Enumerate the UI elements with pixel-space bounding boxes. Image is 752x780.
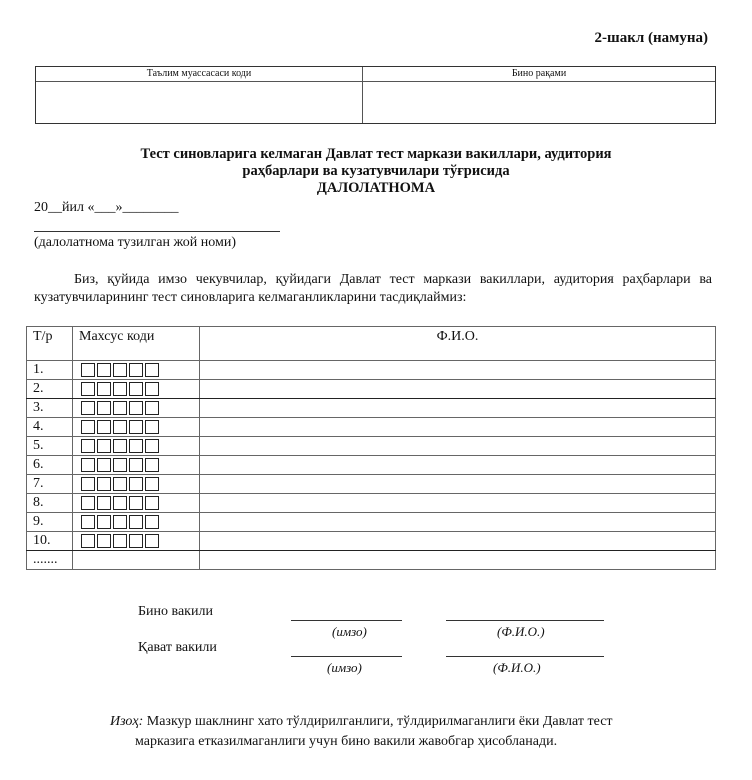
code-digit-box[interactable] [97, 401, 111, 415]
code-digit-box[interactable] [81, 420, 95, 434]
full-name-cell[interactable] [200, 494, 716, 513]
full-name-cell[interactable] [200, 418, 716, 437]
row-number: 4. [27, 418, 73, 437]
code-digit-box[interactable] [145, 382, 159, 396]
floor-rep-name-line [446, 656, 604, 657]
code-boxes [81, 457, 199, 473]
code-digit-box[interactable] [129, 458, 143, 472]
code-boxes [81, 438, 199, 454]
table-row [27, 532, 716, 551]
code-digit-box[interactable] [97, 534, 111, 548]
statement-paragraph: Биз, қуйида имзо чекувчилар, қуйидаги Давлат тест маркази вакиллари, аудитория раҳбарлари ва кузатувчиларининг тест синовларига келмаганликларини тасдиқлаймиз: [34, 272, 712, 305]
building-rep-name-caption: (Ф.И.О.) [497, 624, 545, 639]
special-code-cell [73, 551, 200, 570]
full-name-cell[interactable] [200, 380, 716, 399]
table-row [27, 494, 716, 513]
special-code-cell[interactable] [73, 532, 200, 551]
date-line: 20__йил «___»________ [34, 200, 179, 215]
code-digit-box[interactable] [81, 534, 95, 548]
row-number: ....... [27, 551, 73, 570]
row-number: 1. [27, 361, 73, 380]
code-digit-box[interactable] [97, 363, 111, 377]
code-digit-box[interactable] [113, 458, 127, 472]
code-digit-box[interactable] [129, 439, 143, 453]
row-number: 10. [27, 532, 73, 551]
code-digit-box[interactable] [97, 496, 111, 510]
code-digit-box[interactable] [129, 477, 143, 491]
code-digit-box[interactable] [145, 439, 159, 453]
code-boxes [81, 381, 199, 397]
table-row [27, 361, 716, 380]
absentees-table [26, 326, 716, 570]
table-row [27, 456, 716, 475]
code-boxes [81, 400, 199, 416]
table-row [27, 513, 716, 532]
table-row [27, 475, 716, 494]
code-digit-box[interactable] [97, 439, 111, 453]
note-text-2: марказига етказилмаганлиги учун бино вакили жавобгар ҳисобланади. [135, 734, 558, 749]
code-digit-box[interactable] [97, 382, 111, 396]
floor-rep-label: Қават вакили [138, 640, 217, 655]
code-digit-box[interactable] [113, 515, 127, 529]
special-code-cell[interactable] [73, 437, 200, 456]
code-digit-box[interactable] [113, 534, 127, 548]
code-digit-box[interactable] [113, 420, 127, 434]
code-digit-box[interactable] [113, 382, 127, 396]
code-digit-box[interactable] [113, 363, 127, 377]
title-line-1: Тест синовларига келмаган Давлат тест маркази вакиллари, аудитория [140, 146, 612, 162]
code-boxes [81, 362, 199, 378]
form-number: 2-шакл (намуна) [594, 30, 708, 46]
code-digit-box[interactable] [81, 477, 95, 491]
special-code-cell[interactable] [73, 494, 200, 513]
code-digit-box[interactable] [145, 420, 159, 434]
code-digit-box[interactable] [97, 515, 111, 529]
special-code-cell[interactable] [73, 380, 200, 399]
code-digit-box[interactable] [129, 515, 143, 529]
special-code-cell[interactable] [73, 456, 200, 475]
note [110, 712, 720, 752]
full-name-cell[interactable] [200, 456, 716, 475]
floor-rep-name-caption: (Ф.И.О.) [493, 660, 541, 675]
place-caption: (далолатнома тузилган жой номи) [34, 235, 237, 250]
code-digit-box[interactable] [145, 515, 159, 529]
special-code-cell[interactable] [73, 475, 200, 494]
code-digit-box[interactable] [81, 363, 95, 377]
full-name-cell[interactable] [200, 513, 716, 532]
floor-rep-sign-line [291, 656, 402, 657]
code-digit-box[interactable] [129, 382, 143, 396]
header-number: Т/р [27, 327, 73, 361]
code-digit-box[interactable] [129, 496, 143, 510]
code-digit-box[interactable] [129, 534, 143, 548]
code-boxes [81, 419, 199, 435]
special-code-cell[interactable] [73, 513, 200, 532]
title-line-2: раҳбарлари ва кузатувчилари тўғрисида [242, 163, 510, 179]
code-digit-box[interactable] [81, 515, 95, 529]
code-digit-box[interactable] [129, 420, 143, 434]
code-digit-box[interactable] [97, 420, 111, 434]
code-digit-box[interactable] [97, 458, 111, 472]
code-boxes [81, 533, 199, 549]
code-digit-box[interactable] [81, 496, 95, 510]
table-row [27, 380, 716, 399]
header-special-code: Махсус коди [73, 327, 200, 361]
code-digit-box[interactable] [113, 477, 127, 491]
institution-building-table [35, 66, 716, 124]
floor-rep-sign-caption: (имзо) [327, 660, 362, 675]
code-digit-box[interactable] [81, 439, 95, 453]
code-digit-box[interactable] [145, 496, 159, 510]
building-rep-sign-caption: (имзо) [332, 624, 367, 639]
place-underline [34, 231, 280, 232]
table-header-row [27, 327, 716, 361]
full-name-cell[interactable] [200, 437, 716, 456]
row-number: 8. [27, 494, 73, 513]
special-code-cell[interactable] [73, 418, 200, 437]
table-row [27, 399, 716, 418]
row-number: 2. [27, 380, 73, 399]
full-name-cell[interactable] [200, 551, 716, 570]
title-line-3: ДАЛОЛАТНОМА [316, 180, 436, 196]
full-name-cell[interactable] [200, 361, 716, 380]
row-number: 7. [27, 475, 73, 494]
code-digit-box[interactable] [129, 401, 143, 415]
building-rep-label: Бино вакили [138, 604, 213, 619]
code-digit-box[interactable] [97, 477, 111, 491]
code-digit-box[interactable] [113, 401, 127, 415]
code-boxes [81, 495, 199, 511]
table-row [27, 418, 716, 437]
building-number-header: Бино рақами [511, 68, 567, 79]
full-name-cell[interactable] [200, 532, 716, 551]
code-digit-box[interactable] [113, 496, 127, 510]
code-digit-box[interactable] [145, 363, 159, 377]
special-code-cell[interactable] [73, 361, 200, 380]
code-digit-box[interactable] [145, 401, 159, 415]
code-digit-box[interactable] [145, 534, 159, 548]
special-code-cell[interactable] [73, 399, 200, 418]
full-name-cell[interactable] [200, 399, 716, 418]
row-number: 3. [27, 399, 73, 418]
full-name-cell[interactable] [200, 475, 716, 494]
document-title [0, 146, 752, 197]
code-digit-box[interactable] [145, 458, 159, 472]
row-number: 6. [27, 456, 73, 475]
code-digit-box[interactable] [145, 477, 159, 491]
building-rep-name-line [446, 620, 604, 621]
code-boxes [81, 514, 199, 530]
code-digit-box[interactable] [81, 458, 95, 472]
note-lead: Изоҳ: [110, 714, 144, 729]
code-digit-box[interactable] [81, 401, 95, 415]
code-boxes [81, 476, 199, 492]
table-row [27, 551, 716, 570]
table-row [27, 437, 716, 456]
building-rep-sign-line [291, 620, 402, 621]
code-digit-box[interactable] [113, 439, 127, 453]
code-digit-box[interactable] [81, 382, 95, 396]
note-text-1: Мазкур шаклнинг хато тўлдирилганлиги, тўлдирилмаганлиги ёки Давлат тест [143, 714, 613, 729]
header-full-name: Ф.И.О. [200, 327, 716, 361]
code-digit-box[interactable] [129, 363, 143, 377]
row-number: 5. [27, 437, 73, 456]
institution-code-header: Таълим муассасаси коди [146, 68, 252, 79]
row-number: 9. [27, 513, 73, 532]
